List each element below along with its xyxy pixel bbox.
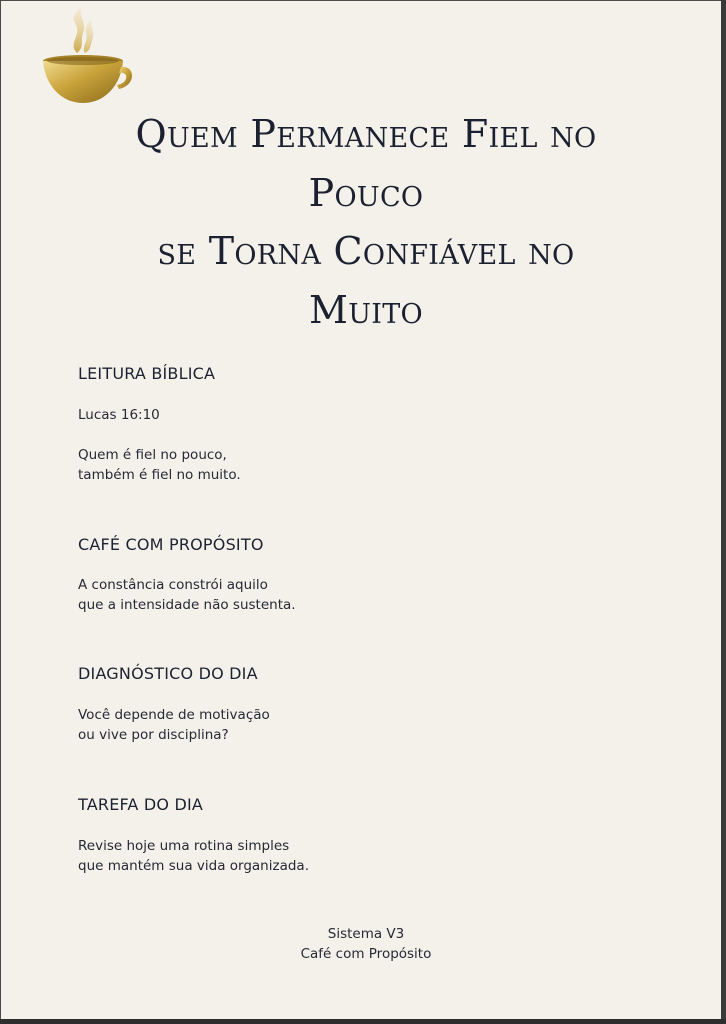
page-footer — [201, 924, 531, 964]
title-line: Pouco — [308, 170, 424, 215]
verse-line: também é fiel no muito. — [78, 467, 241, 483]
document-page — [1, 1, 721, 1019]
coffee-cup-icon — [39, 5, 133, 105]
text-line: que mantém sua vida organizada. — [78, 858, 309, 874]
page-title — [61, 105, 671, 339]
text-line: Você depende de motivação — [78, 707, 270, 723]
text-line: Revise hoje uma rotina simples — [78, 838, 290, 854]
section-text-tarefa-do-dia — [78, 836, 309, 876]
title-line: Muito — [309, 287, 423, 332]
bible-verse — [78, 445, 241, 485]
viewer-bottom-edge — [0, 1019, 726, 1024]
verse-line: Quem é fiel no pouco, — [78, 447, 227, 463]
text-line: ou vive por disciplina? — [78, 727, 229, 743]
bible-reference: Lucas 16:10 — [78, 407, 160, 423]
section-text-diagnostico-do-dia — [78, 705, 270, 745]
text-line: que a intensidade não sustenta. — [78, 597, 296, 613]
section-heading-diagnostico-do-dia: DIAGNÓSTICO DO DIA — [78, 664, 258, 683]
section-heading-cafe-com-proposito: CAFÉ COM PROPÓSITO — [78, 535, 264, 554]
text-line: A constância constrói aquilo — [78, 577, 268, 593]
viewer-right-edge — [721, 0, 726, 1024]
title-line: se Torna Confiável no — [157, 229, 575, 273]
section-heading-tarefa-do-dia: TAREFA DO DIA — [78, 795, 204, 814]
footer-line: Café com Propósito — [300, 946, 432, 962]
section-text-cafe-com-proposito — [78, 575, 296, 615]
title-line: Quem Permanece Fiel no — [135, 112, 597, 156]
footer-line: Sistema V3 — [327, 926, 405, 942]
section-heading-leitura-biblica: LEITURA BÍBLICA — [78, 364, 216, 383]
